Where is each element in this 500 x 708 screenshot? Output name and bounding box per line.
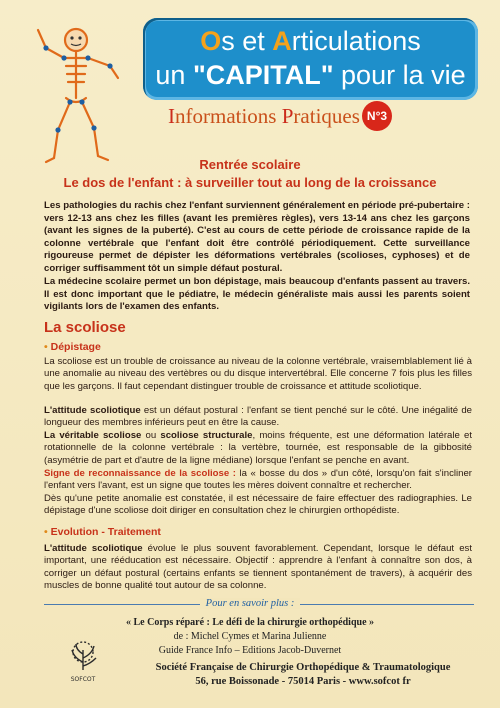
info-letter-p: P — [281, 104, 294, 128]
section-title: La scoliose — [44, 319, 126, 336]
book-publisher: Guide France Info – Editions Jacob-Duvernet — [158, 645, 342, 656]
info-letter-i: I — [168, 104, 175, 128]
subheading-evolution-label: Evolution - Traitement — [50, 526, 161, 538]
paragraph-4-text: la « bosse du dos » d'un côté, lorsqu'on fait s'incliner l'enfant vers l'avant, est un signe que toutes les mères doivent connaître et rechercher. — [44, 468, 472, 492]
title-text-a: s et — [221, 26, 273, 56]
title-un: un — [155, 60, 193, 90]
issue-badge: N°3 — [362, 101, 392, 131]
paragraph-6-bold: L'attitude scoliotique — [44, 543, 143, 554]
intro-paragraph-1: Les pathologies du rachis chez l'enfant surviennent généralement en période pré-pubertaire : vers 12-13 ans chez les filles (avant les premières règles), vers 13-14 ans chez les garçons (avant les signes de la puberté). C'est au cours de cette période de croissance rapide de la colonne vertébrale que l'enfant doit être contrôlé périodiquement. Cette surveillance rigoureuse permet de dépister les déformations vertébrales (scolioses, cyphoses) et de corriger suffisamment tôt un simple défaut postural. — [44, 200, 470, 274]
title-letter-o: O — [200, 26, 222, 56]
subheading-evolution — [44, 526, 161, 538]
info-text-2: ratiques — [293, 104, 360, 128]
title-text-b: rticulations — [291, 26, 421, 56]
title-pour-la-vie: pour la vie — [333, 60, 466, 90]
society-name: Société Française de Chirurgie Orthopédique & Traumatologique — [155, 662, 451, 673]
title-line-1 — [143, 26, 478, 57]
book-title: « Le Corps réparé : Le défi de la chirurgie orthopédique » — [125, 617, 375, 628]
paragraph-1: La scoliose est un trouble de croissance au niveau de la colonne vertébrale, vraisemblablement lié à une anomalie au niveau des vertèbres ou du disque intervertébral. Elle concerne 7 fois plus les filles que les garçons. Il faut cependant distinguer trouble de croissance et attitude scoliotique. — [44, 356, 472, 392]
bullet-icon: • — [44, 526, 48, 538]
society-address: 56, rue Boissonade - 75014 Paris - www.sofcot fr — [195, 676, 411, 687]
subheading-depistage-label: Dépistage — [50, 341, 101, 353]
paragraph-6 — [44, 543, 472, 592]
title-line-2 — [143, 60, 478, 91]
title-letter-a: A — [272, 26, 292, 56]
paragraph-3 — [44, 430, 472, 467]
title-banner — [143, 18, 478, 100]
bullet-icon: • — [44, 341, 48, 353]
title-capital: "CAPITAL" — [192, 60, 334, 90]
paragraph-2 — [44, 405, 472, 430]
article-heading-2: Le dos de l'enfant : à surveiller tout au long de la croissance — [63, 175, 437, 190]
subheading-depistage — [44, 341, 101, 353]
paragraph-5: Dès qu'une petite anomalie est constatée, il est nécessaire de faire effectuer des radiographies. Le dépistage d'une scoliose doit diriger en consultation chez le chirurgien orthopédiste. — [44, 493, 472, 517]
paragraph-3-text: , moins fréquente, est une déformation latérale et rotationnelle de la colonne vertébrale : la vertèbre, tournée, est responsable de la gibbosité (asymétrie de part et d'autre de la ligne médiane) lorsque l'enfant se penche en avant. — [44, 430, 472, 466]
paragraph-4-red: Signe de reconnaissance de la scoliose : — [44, 468, 236, 479]
paragraph-4 — [44, 468, 472, 493]
info-text-1: nformations — [175, 104, 282, 128]
paragraph-2-bold: L'attitude scoliotique — [44, 405, 141, 416]
paragraph-6-text: évolue le plus souvent favorablement. Cependant, lorsque le défaut est important, une rééducation est nécessaire. Objectif : apprendre à l'enfant à connaître son dos, à corriger un défaut postural (certains enfants se tiennent spontanément de travers), à acquérir des muscles de bonne qualité tout autour de sa colonne. — [44, 543, 472, 591]
paragraph-3-bold-1: La véritable scoliose — [44, 430, 142, 441]
intro-paragraph-2: La médecine scolaire permet un bon dépistage, mais beaucoup d'enfants passent au travers. Il est donc important que le pédiatre, le médecin généraliste mais aussi les parents soient vigilants lors de l'examen des enfants. — [44, 276, 470, 312]
informations-pratiques — [168, 104, 360, 129]
paragraph-2-text: est un défaut postural : l'enfant se tient penché sur le côté. Une inégalité de longueur des membres inférieurs peut en être la cause. — [44, 405, 472, 429]
paragraph-3-bold-2: scoliose structurale — [160, 430, 253, 441]
more-info-label: Pour en savoir plus : — [0, 598, 500, 609]
skeleton-illustration — [18, 18, 128, 168]
sofcot-logo — [64, 640, 102, 684]
paragraph-3-mid: ou — [141, 430, 161, 441]
article-heading-1: Rentrée scolaire — [199, 157, 301, 172]
book-authors: de : Michel Cymes et Marina Julienne — [173, 631, 327, 642]
logo-text: SOFCOT — [70, 676, 96, 683]
